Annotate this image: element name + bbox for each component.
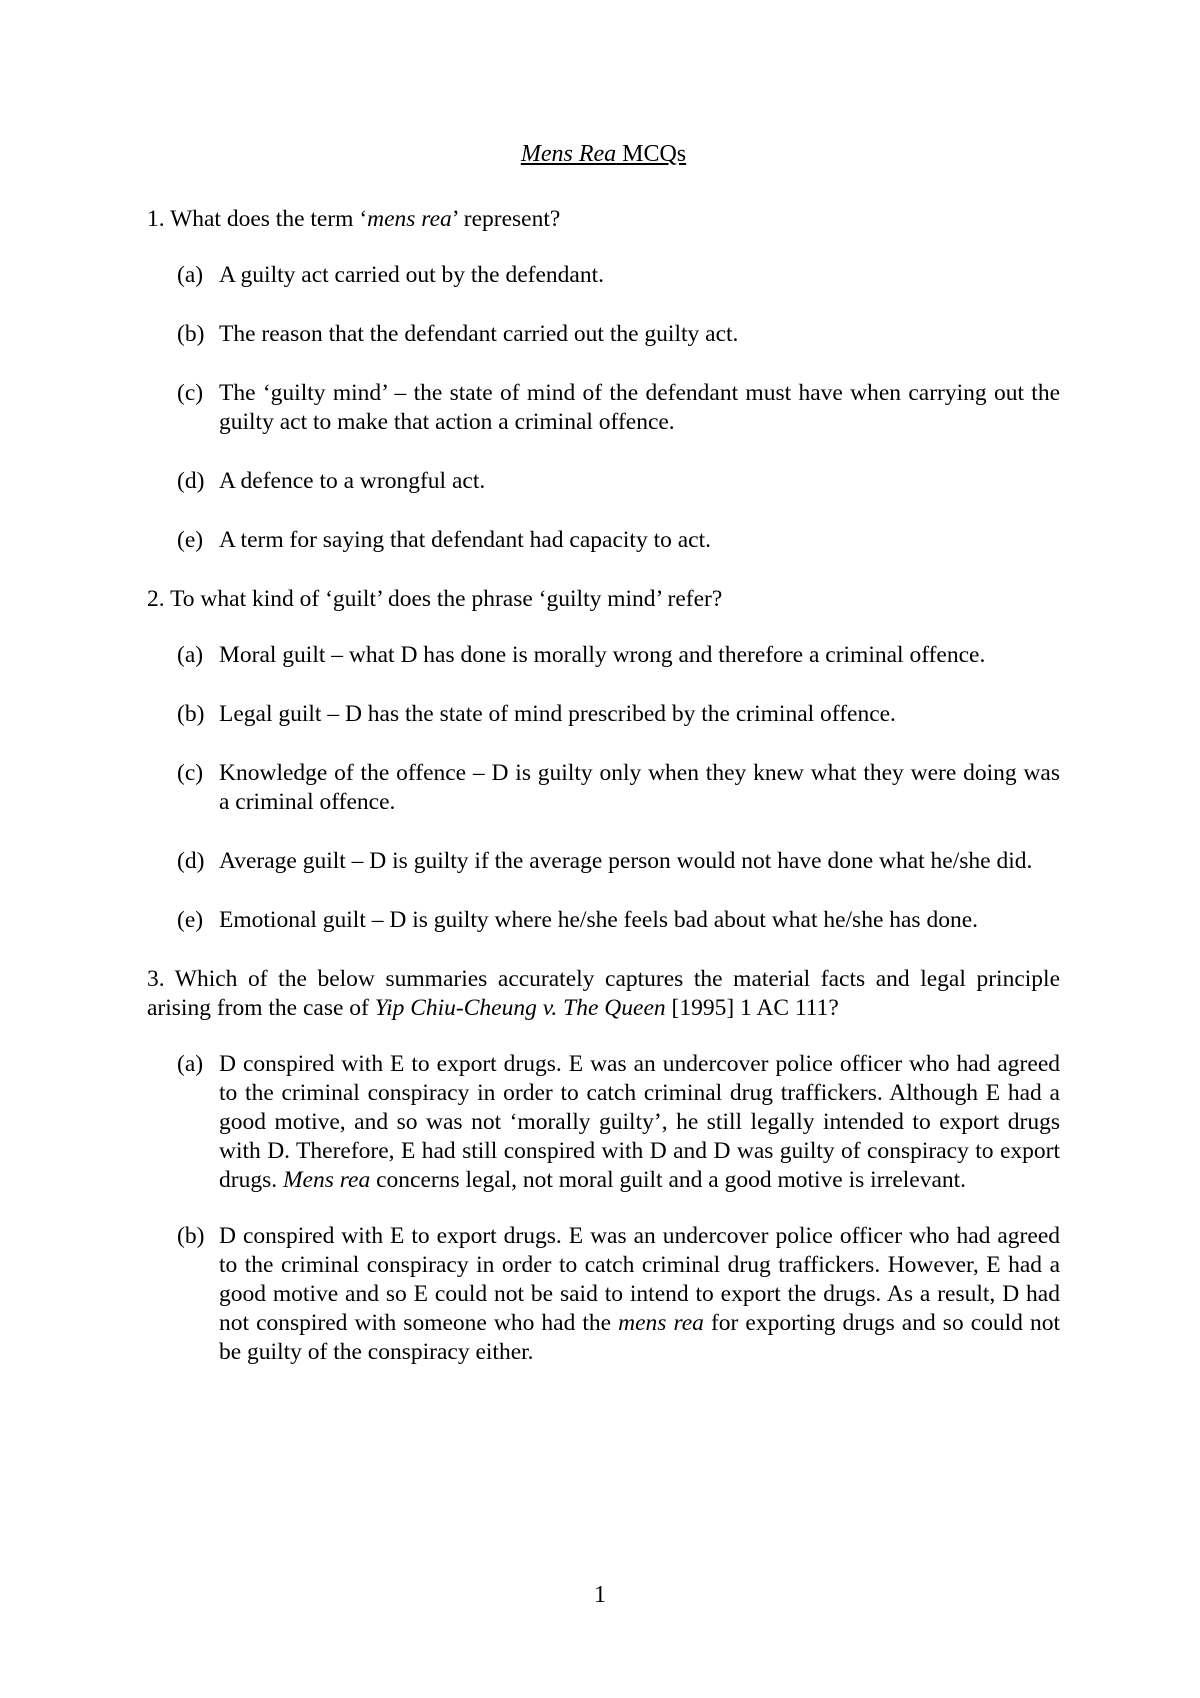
case-name: Yip Chiu-Cheung v. The Queen — [374, 995, 666, 1021]
document-page — [147, 140, 1060, 1394]
option-text: The reason that the defendant carried out the guilty act. — [219, 321, 739, 347]
question-stem-text: What does the term ‘ — [164, 206, 368, 232]
option-text: D conspired with E to export drugs. E was an undercover police officer who had agreed to the criminal conspiracy in order to catch criminal drug traffickers. However, E had a good motive and so E could not be said to intend to export the drugs. As a result, D had not conspired with someone who had the — [219, 1223, 1060, 1336]
option-text-italic: Mens rea — [282, 1167, 371, 1193]
option-text: The ‘guilty mind’ – the state of mind of the defendant must have when carrying out the guilty act to make that action a criminal offence. — [219, 380, 1060, 435]
option-d — [147, 847, 1060, 876]
option-letter: (c) — [177, 760, 204, 786]
option-text: A defence to a wrongful act. — [219, 468, 486, 494]
question-1 — [147, 205, 1060, 555]
option-letter: (a) — [177, 262, 204, 288]
option-letter: (e) — [177, 907, 204, 933]
option-a — [147, 261, 1060, 290]
option-text: Knowledge of the offence – D is guilty only when they knew what they were doing was a criminal offence. — [219, 760, 1060, 815]
question-stem-italic: mens rea — [367, 206, 452, 232]
option-text: A term for saying that defendant had capacity to act. — [219, 527, 712, 553]
option-letter: (c) — [177, 380, 204, 406]
option-text: A guilty act carried out by the defendant. — [219, 262, 605, 288]
question-2 — [147, 585, 1060, 935]
option-text: Average guilt – D is guilty if the average person would not have done what he/she did. — [219, 848, 1033, 874]
option-text: D conspired with E to export drugs. E was an undercover police officer who had agreed to the criminal conspiracy in order to catch criminal drug traffickers. Although E had a good motive, and so was not ‘morally guilty’, he still legally intended to export drugs with D. Therefore, E had still conspired with D and D was guilty of conspiracy to export drugs. — [219, 1051, 1060, 1193]
option-letter: (d) — [177, 848, 205, 874]
question-stem-text: [1995] 1 AC 111? — [665, 995, 839, 1021]
option-letter: (b) — [177, 1223, 205, 1249]
page-number: 1 — [594, 1582, 606, 1608]
option-a — [147, 1050, 1060, 1195]
option-letter: (a) — [177, 642, 204, 668]
option-letter: (a) — [177, 1051, 204, 1077]
page-title — [147, 140, 1060, 169]
option-b — [147, 700, 1060, 729]
question-stem-text: To what kind of ‘guilt’ does the phrase ‘guilty mind’ refer? — [164, 586, 723, 612]
question-number: 2. — [147, 586, 165, 612]
question-stem-text: Which of the below summaries accurately captures the material facts and legal principle arising from the case of — [147, 966, 1060, 1021]
option-b — [147, 1222, 1060, 1367]
question-stem-text: ’ represent? — [451, 206, 561, 232]
question-3 — [147, 965, 1060, 1367]
title-italic: Mens Rea — [520, 141, 617, 167]
option-a — [147, 641, 1060, 670]
option-letter: (e) — [177, 527, 204, 553]
title-rest: MCQs — [616, 141, 687, 167]
option-text: concerns legal, not moral guilt and a good motive is irrelevant. — [370, 1167, 967, 1193]
option-b — [147, 320, 1060, 349]
option-letter: (b) — [177, 701, 205, 727]
option-text: Moral guilt – what D has done is morally wrong and therefore a criminal offence. — [219, 642, 986, 668]
option-d — [147, 467, 1060, 496]
question-1-options — [147, 261, 1060, 555]
question-number: 1. — [147, 206, 165, 232]
option-text: Legal guilt – D has the state of mind prescribed by the criminal offence. — [219, 701, 896, 727]
option-e — [147, 906, 1060, 935]
option-text-italic: mens rea — [618, 1310, 704, 1336]
question-2-stem — [147, 585, 1060, 614]
option-c — [147, 759, 1060, 817]
option-text: Emotional guilt – D is guilty where he/she feels bad about what he/she has done. — [219, 907, 979, 933]
option-text: for exporting drugs and so could not be guilty of the conspiracy either. — [219, 1310, 1060, 1365]
question-2-options — [147, 641, 1060, 935]
option-c — [147, 379, 1060, 437]
question-3-stem — [147, 965, 1060, 1023]
question-3-options — [147, 1050, 1060, 1367]
question-1-stem — [147, 205, 1060, 234]
question-number: 3. — [147, 966, 165, 992]
option-e — [147, 526, 1060, 555]
option-letter: (d) — [177, 468, 205, 494]
option-letter: (b) — [177, 321, 205, 347]
